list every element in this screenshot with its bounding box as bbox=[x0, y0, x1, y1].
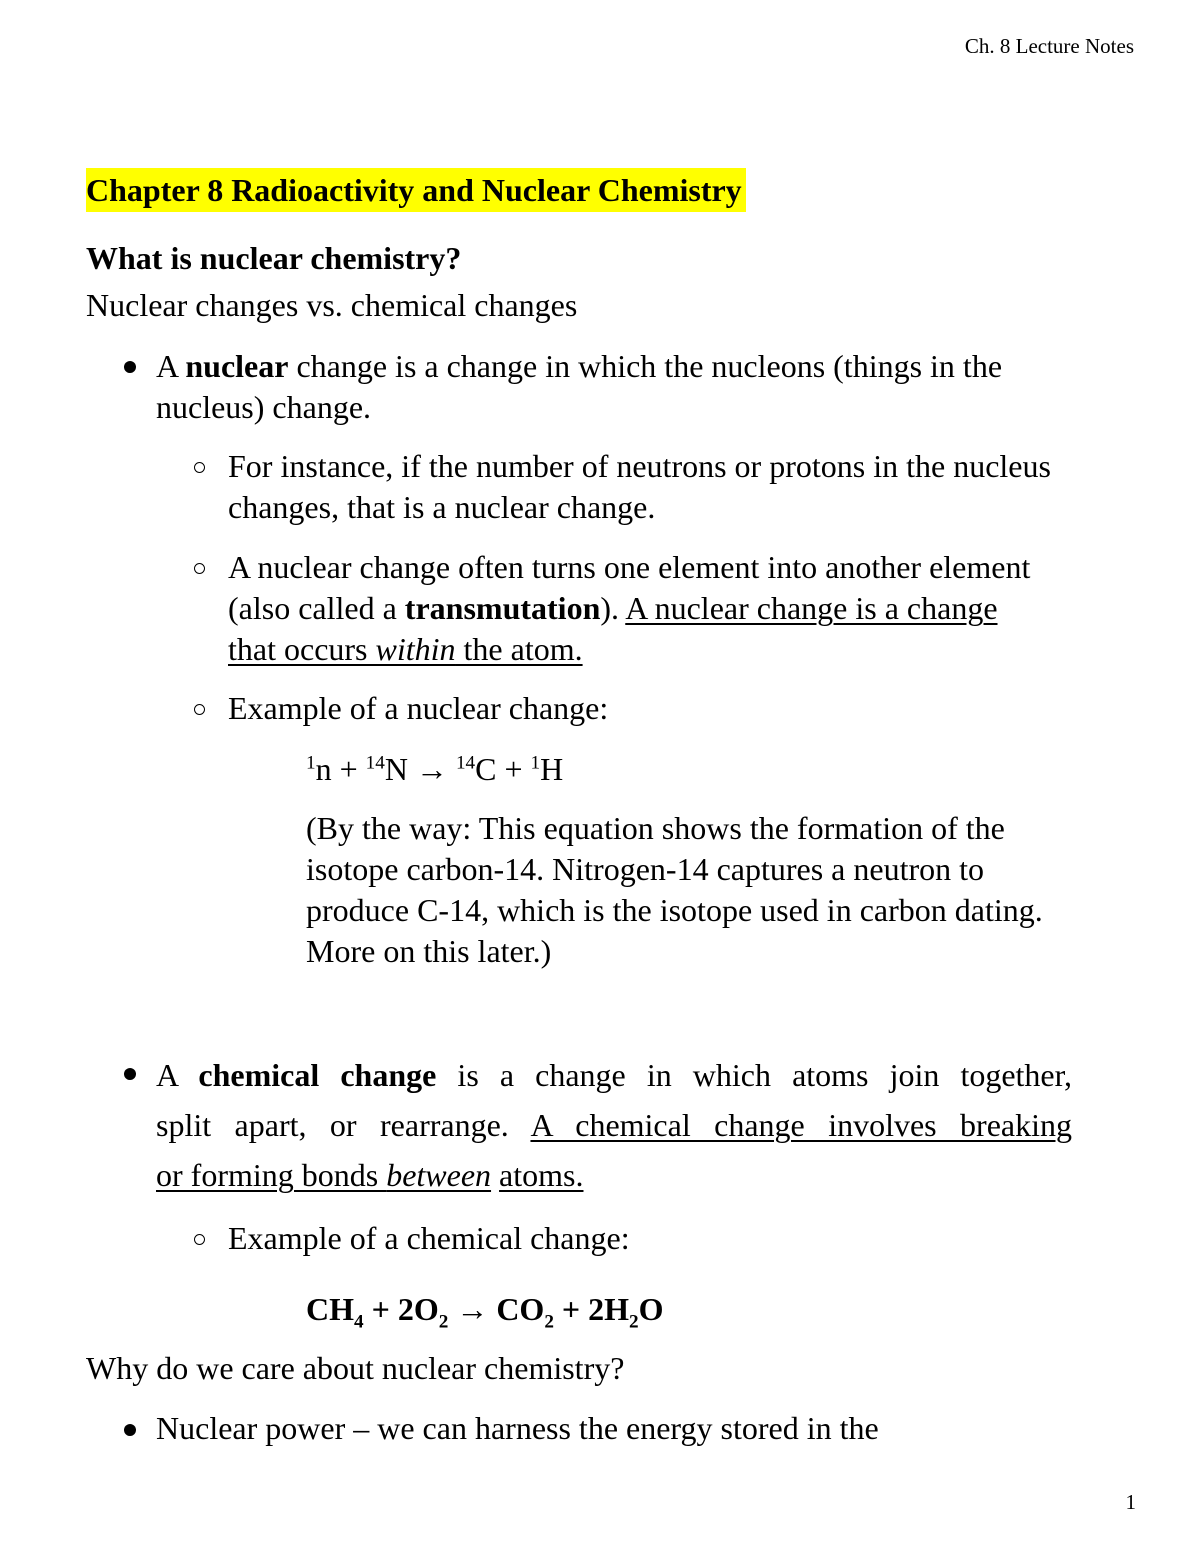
sub-bullet-icon bbox=[194, 704, 205, 715]
term-nuclear: nuclear bbox=[185, 348, 289, 384]
nuclear-equation: $^1$n + $^{14}$N → $^{14}$C + $^1$H bbox=[306, 751, 564, 787]
carbon-14-note: (By the way: This equation shows the formation of the isotope carbon-14. Nitrogen-14 captures a neutron to produce C-14, which is the isotope used in carbon dating. More on this later.) bbox=[306, 810, 1043, 969]
chemical-equation: $CH_4 + 2O_2 \to CO_2 + 2H_2O$ bbox=[306, 1291, 664, 1333]
term-chemical-change: chemical change bbox=[198, 1057, 437, 1093]
subheading: Nuclear changes vs. chemical changes bbox=[86, 287, 578, 323]
sub-bullet-icon bbox=[194, 1234, 205, 1245]
section-heading: What is nuclear chemistry? bbox=[86, 240, 462, 276]
chapter-title: Chapter 8 Radioactivity and Nuclear Chemistry bbox=[86, 168, 746, 212]
why-care-question: Why do we care about nuclear chemistry? bbox=[86, 1350, 625, 1386]
sub-bullet-icon bbox=[194, 563, 205, 574]
nuclear-instance-note: For instance, if the number of neutrons or protons in the nucleus changes, that is a nuclear change. bbox=[228, 448, 1051, 525]
bullet-icon bbox=[124, 1424, 136, 1436]
nuclear-power-item: Nuclear power – we can harness the energy stored in the bbox=[156, 1410, 879, 1446]
nuclear-change-definition: A nuclear change is a change in which the nucleons (things in the nucleus) change. bbox=[156, 348, 1003, 425]
transmutation-note: A nuclear change often turns one element into another element (also called a transmutation). A nuclear change is a change that occurs within the atom. bbox=[228, 549, 1031, 667]
nuclear-example-label: Example of a nuclear change: bbox=[228, 690, 609, 726]
running-header: Ch. 8 Lecture Notes bbox=[964, 34, 1134, 58]
chemical-change-definition: A chemical change is a change in which atoms join together, split apart, or rearrange. A chemical change involves breaking or forming bonds between atoms. bbox=[156, 1057, 1073, 1193]
page-number: 1 bbox=[1125, 1490, 1136, 1514]
term-transmutation: transmutation bbox=[404, 590, 601, 626]
chemical-example-label: Example of a chemical change: bbox=[228, 1220, 630, 1256]
sub-bullet-icon bbox=[194, 462, 205, 473]
bullet-icon bbox=[124, 1068, 136, 1080]
bullet-icon bbox=[124, 361, 136, 373]
